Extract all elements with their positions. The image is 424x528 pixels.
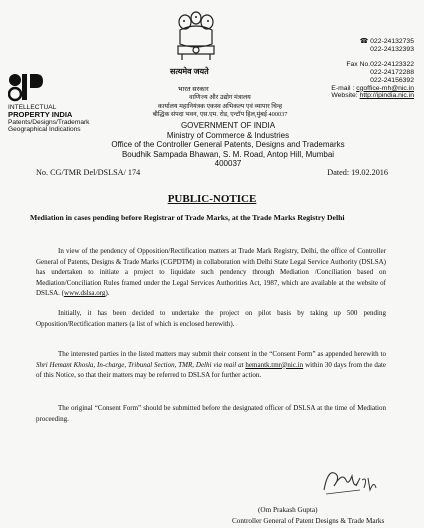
p3-text: The interested parties in the listed matters may submit their consent in the “Consent Form” as appended herewith to bbox=[58, 350, 386, 358]
p1-end: ). bbox=[105, 289, 110, 298]
reference-number: No. CG/TMR Del/DSLSA/ 174 bbox=[36, 168, 141, 177]
office-english-block bbox=[108, 121, 348, 169]
website-link[interactable]: http://ipindia.nic.in bbox=[359, 92, 414, 100]
email-label: E-mail : bbox=[331, 84, 357, 92]
emblem-caption: सत्यमेव जयते bbox=[170, 67, 209, 76]
ministry-name: Ministry of Commerce & Industries bbox=[166, 130, 290, 140]
notice-subject: Mediation in cases pending before Registrar of Trade Marks, at the Trade Marks Registry Delhi bbox=[30, 213, 345, 222]
phone-1: ☎ 022-24132735 bbox=[359, 38, 414, 45]
fax-1: Fax No.022-24123322 bbox=[346, 61, 414, 69]
office-address: Boudhik Sampada Bhawan, S. M. Road, Antop Hill, Mumbai 400037 bbox=[121, 149, 335, 169]
p3-end: within 30 days from the date of this Notice, so that their matters may be referred to DSLSA for further action. bbox=[36, 360, 386, 380]
fax-3: 022-24156392 bbox=[370, 76, 414, 84]
dslsa-website-link[interactable]: www.dslsa.org bbox=[64, 289, 106, 298]
phone-2: 022-24132393 bbox=[370, 45, 414, 53]
paragraph-2 bbox=[36, 308, 386, 329]
ipo-line3: Patents/Designs/Trademark bbox=[8, 118, 90, 126]
fax-2: 022-24172288 bbox=[370, 69, 414, 77]
ministry-hindi: वाणिज्य और उद्योग मंत्रालय bbox=[189, 94, 251, 101]
contact-block bbox=[331, 38, 414, 100]
signer-name: (Om Prakash Gupta) bbox=[258, 506, 318, 514]
office-hindi: कार्यालय महानियंत्रक एकस्व अभिकल्प एवं व्यापार चिन्ह bbox=[157, 102, 283, 110]
ip-india-logo-icon bbox=[8, 72, 44, 102]
p3-contact-person: Shri Hemant Khosla, In-charge, Tribunal Section, TMR, Delhi via mail at bbox=[36, 360, 246, 369]
paragraph-3 bbox=[36, 349, 386, 381]
paragraph-1 bbox=[36, 246, 386, 299]
ip-india-text bbox=[8, 104, 89, 133]
national-emblem-icon bbox=[168, 8, 224, 66]
notice-date: Dated: 19.02.2016 bbox=[327, 168, 388, 177]
paragraph-4 bbox=[36, 403, 386, 424]
ipo-line2: PROPERTY INDIA bbox=[8, 110, 73, 120]
p4-text: The original “Consent Form” should be submitted before the designated officer of DSLSA at the time of Mediation proceeding. bbox=[36, 404, 386, 423]
address-hindi: बौद्धिक संपदा भवन, एस.एम. रोड, एन्टॉप हिल,मुंबई 400037 bbox=[152, 111, 288, 119]
signer-title: Controller General of Patent Designs & Trade Marks bbox=[232, 517, 385, 525]
email-line bbox=[331, 85, 414, 93]
office-hindi-block bbox=[120, 94, 320, 120]
handwritten-signature bbox=[320, 460, 380, 502]
p1-text: In view of the pendency of Opposition/Rectification matters at Trade Mark Registry, Delhi, the office of Controller General of Patents, Designs & Trade Marks (CGPDTM) in collaboration with Delhi State Legal Service Authority (DSLSA) has undertaken to initiate a project to liquidate such pendency through Mediation /Conciliation based on Mediation/Conciliation Rules framed under the Legal Services Authorities Act, 1987, which are available at the website of DSLSA. ( bbox=[36, 247, 386, 298]
ipo-line4: Geographical Indications bbox=[8, 125, 81, 133]
notice-title: PUBLIC-NOTICE bbox=[167, 193, 257, 205]
p2-text: Initially, it has been decided to undertake the project on pilot basis by taking up 500 pending Opposition/Rectification matters (a list of which is enclosed herewith). bbox=[36, 309, 386, 328]
email-link[interactable]: cgoffice-mh@nic.in bbox=[356, 84, 414, 92]
ipo-line1: INTELLECTUAL bbox=[8, 104, 57, 111]
website-label: Website: bbox=[331, 92, 360, 100]
gov-title-hindi: भारत सरकार bbox=[178, 86, 209, 93]
website-line bbox=[331, 92, 414, 100]
office-name: Office of the Controller General Patents, Designs and Trademarks bbox=[111, 140, 345, 150]
tmr-email-link[interactable]: hemantk.tmr@nic.in bbox=[245, 360, 304, 369]
gov-title: GOVERNMENT OF INDIA bbox=[180, 121, 276, 130]
